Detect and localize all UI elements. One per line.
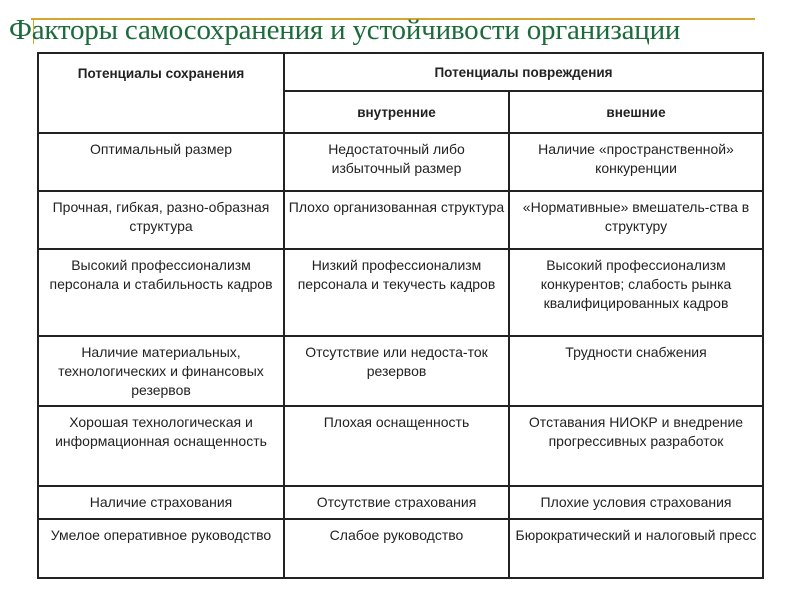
table-row (38, 133, 763, 191)
header-damage: Потенциалы повреждения (284, 53, 763, 91)
cell-external: Высокий профессионализм конкурентов; слабость рынка квалифицированных кадров (509, 249, 763, 336)
cell-external: Бюрократический и налоговый пресс (509, 519, 763, 578)
cell-internal: Плохая оснащенность (284, 406, 509, 486)
cell-internal: Слабое руководство (284, 519, 509, 578)
cell-preserve: Наличие материальных, технологических и финансовых резервов (38, 336, 284, 406)
table-row (38, 406, 763, 486)
table-row (38, 191, 763, 249)
slide-title: Факторы самосохранения и устойчивости организации (9, 14, 681, 46)
cell-external: Плохие условия страхования (509, 486, 763, 519)
table-row (38, 249, 763, 336)
cell-external: Отставания НИОКР и внедрение прогрессивных разработок (509, 406, 763, 486)
table-row (38, 519, 763, 578)
cell-preserve: Умелое оперативное руководство (38, 519, 284, 578)
table-row (38, 486, 763, 519)
cell-preserve: Наличие страхования (38, 486, 284, 519)
table-row (38, 336, 763, 406)
cell-external: «Нормативные» вмешатель-ства в структуру (509, 191, 763, 249)
header-external: внешние (509, 91, 763, 133)
cell-internal: Отсутствие страхования (284, 486, 509, 519)
cell-internal: Отсутствие или недоста-ток резервов (284, 336, 509, 406)
cell-internal: Низкий профессионализм персонала и текучесть кадров (284, 249, 509, 336)
cell-preserve: Прочная, гибкая, разно-образная структура (38, 191, 284, 249)
header-preserve: Потенциалы сохранения (38, 53, 284, 133)
header-internal: внутренние (284, 91, 509, 133)
cell-internal: Недостаточный либо избыточный размер (284, 133, 509, 191)
cell-preserve: Высокий профессионализм персонала и стабильность кадров (38, 249, 284, 336)
cell-external: Трудности снабжения (509, 336, 763, 406)
cell-preserve: Оптимальный размер (38, 133, 284, 191)
factors-table (37, 52, 764, 579)
cell-internal: Плохо организованная структура (284, 191, 509, 249)
cell-external: Наличие «пространственной» конкуренции (509, 133, 763, 191)
cell-preserve: Хорошая технологическая и информационная оснащенность (38, 406, 284, 486)
